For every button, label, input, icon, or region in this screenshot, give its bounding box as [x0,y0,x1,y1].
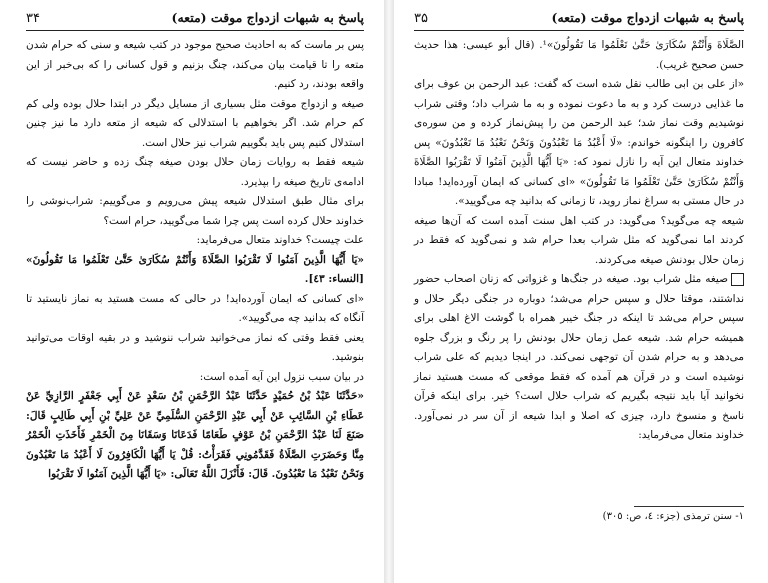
paragraph: صیغه و ازدواج موقت مثل بسیاری از مسایل دیگر در ابتدا حلال بوده ولی کم کم حرام شد. اگر بخواهیم با استدلالی که شیعه از متعه دارد ما نیز چنین استدلال کنیم پس باید بگوییم شراب نیز حلال است. [26,97,364,149]
paragraph: در بیان سبب نزول این آیه آمده است: [199,370,364,383]
paragraph: پس بر ماست که به احادیث صحیح موجود در کتب شیعه و سنی که حرام شدن متعه را تا قیامت بیان می‌کند، چنگ بزنیم و قول کسانی را که بی‌خبر از این واقعه بودند، رد کنیم. [26,39,364,90]
left-page-body [26,36,364,485]
checkbox-mark-icon [731,273,744,286]
verse-translation: «ای کسانی که ایمان آورده‌اید! در حالی که مست هستید به نماز نایستید تا آنگاه که بدانید چه می‌گویید». [26,292,364,324]
right-page-header [414,10,744,31]
left-page-header [26,10,364,31]
paragraph: یعنی فقط وقتی که نماز می‌خوانید شراب ننوشید و در بقیه اوقات می‌توانید بنوشید. [26,331,364,363]
footnote-divider [634,506,744,507]
hadith-translation: «از علی بن ابی طالب نقل شده است که گفت: عبد الرحمن بن عوف برای ما غذایی درست کرد و به ما دعوت نموده و به ما شراب داد؛ وقتی شراب نوشیدیم وقت نماز شد؛ عبد الرحمن من را پیش‌نماز کرده و من سوره‌ی کافرون را اینگونه خواندم: «لَا أَعْبُدُ مَا تَعْبُدُونَ وَنَحْنُ نَعْبُدُ مَا تَعْبُدُونَ» پس خداوند متعال این آیه را نازل نمود که: «يَا أَيُّهَا الَّذِينَ آمَنُوا لَا تَقْرَبُوا الصَّلَاةَ وَأَنْتُمْ سُكَارَىٰ حَتَّىٰ تَعْلَمُوا مَا تَقُولُونَ» «ای کسانی که ایمان آورده‌اید! مبادا در حال مستی به سراغ نماز روید، تا زمانی که بدانید چه می‌گویید». [414,78,744,207]
footnote: ١- سنن ترمذی (جزء: ٤، ص: ٣٠٥) [602,510,744,522]
right-page-number: ۳۵ [414,11,428,26]
hadith-continuation: الصَّلَاةَ وَأَنْتُمْ سُكَارَىٰ حَتَّىٰ تَعْلَمُوا مَا تَقُولُونَ»¹. (قال أبو عيسى: هذا حديث حسن صحيح غريب). [414,39,744,71]
paragraph: شیعه فقط به روایات زمان حلال بودن صیغه چنگ زده و حاضر نیست که ادامه‌ی تاریخ صیغه را بپذیرد. [26,156,364,188]
paragraph [414,270,744,446]
paragraph-text: صیغه مثل شراب بود. صیغه در جنگ‌ها و غزواتی که زنان اصحاب حضور نداشتند، موقتا حلال و سپس حرام می‌شد؛ دوباره در جنگی دیگر حلال و سپس حرام می‌شد تا اینکه در جنگ خیبر همراه با گوشت الاغ اهلی برای همیشه حرام شد. شیعه عمل زمان حلال بودنش را پر رنگ و بزرگ جلوه می‌دهد و به حرام شدن آن توجهی نمی‌کند. در اینجا دیدیم که علی شراب نوشیده است و در قرآن هم آمده که فقط موقعی که مست هستید نماز نخوانید آیا باید نتیجه بگیریم که شراب حلال است؟ خیر. برای اینکه قرآن ناسخ و منسوخ دارد، چیزی که اصلا و ابدا شیعه از آن سر در نمی‌آورد. خداوند متعال می‌فرماید: [414,273,744,441]
book-gutter [384,0,394,583]
paragraph: شیعه چه می‌گوید؟ می‌گوید: در کتب اهل سنت آمده است که آن‌ها صیغه کردند اما نمی‌گوید که مثل شراب بعدا حرام شد و نمی‌گوید که فقط در زمان حلال بودنش صیغه می‌کردند. [414,214,744,266]
left-page-number: ۳۴ [26,11,40,26]
left-header-title: پاسخ به شبهات ازدواج موقت (متعه) [171,10,364,25]
quran-verse: «يَا أَيُّهَا الَّذِينَ آمَنُوا لَا تَقْرَبُوا الصَّلَاةَ وَأَنْتُمْ سُكَارَىٰ حَتَّىٰ تَعْلَمُوا مَا تَقُولُونَ» [النساء: ٤٣]. [26,253,364,285]
right-header-title: پاسخ به شبهات ازدواج موقت (متعه) [551,10,744,25]
paragraph: برای مثال طبق استدلال شیعه پیش می‌رویم و می‌گوییم: شراب‌نوشی را خداوند حلال کرده است پس چرا شما می‌گویید، حرام است؟ [26,195,364,227]
right-page-body [414,36,744,446]
paragraph: علت چیست؟ خداوند متعال می‌فرماید: [196,234,364,246]
right-page [394,0,768,583]
hadith-text: «حَدَّثَنَا عَبْدُ بْنُ حُمَيْدٍ حَدَّثَنَا عَبْدُ الرَّحْمَنِ بْنُ سَعْدٍ عَنْ أَبِي جَعْفَرٍ الرَّازِيِّ عَنْ عَطَاءِ بْنِ السَّائِبِ عَنْ أَبِي عَبْدِ الرَّحْمَنِ السُّلَمِيِّ عَنْ عَلِيِّ بْنِ أَبِي طَالِبٍ قَالَ: صَنَعَ لَنَا عَبْدُ الرَّحْمَنِ بْنُ عَوْفٍ طَعَامًا فَدَعَانَا وَسَقَانَا مِنَ الْخَمْرِ فَأَخَذَتِ الْخَمْرُ مِنَّا وَحَضَرَتِ الصَّلَاةُ فَقَدَّمُونِي فَقَرَأْتُ: قُلْ يَا أَيُّهَا الْكَافِرُونَ لَا أَعْبُدُ مَا تَعْبُدُونَ وَنَحْنُ نَعْبُدُ مَا تَعْبُدُونَ. قَالَ: فَأَنْزَلَ اللَّهُ تَعَالَى: «يَا أَيُّهَا الَّذِينَ آمَنُوا لَا تَقْرَبُوا [26,390,364,480]
